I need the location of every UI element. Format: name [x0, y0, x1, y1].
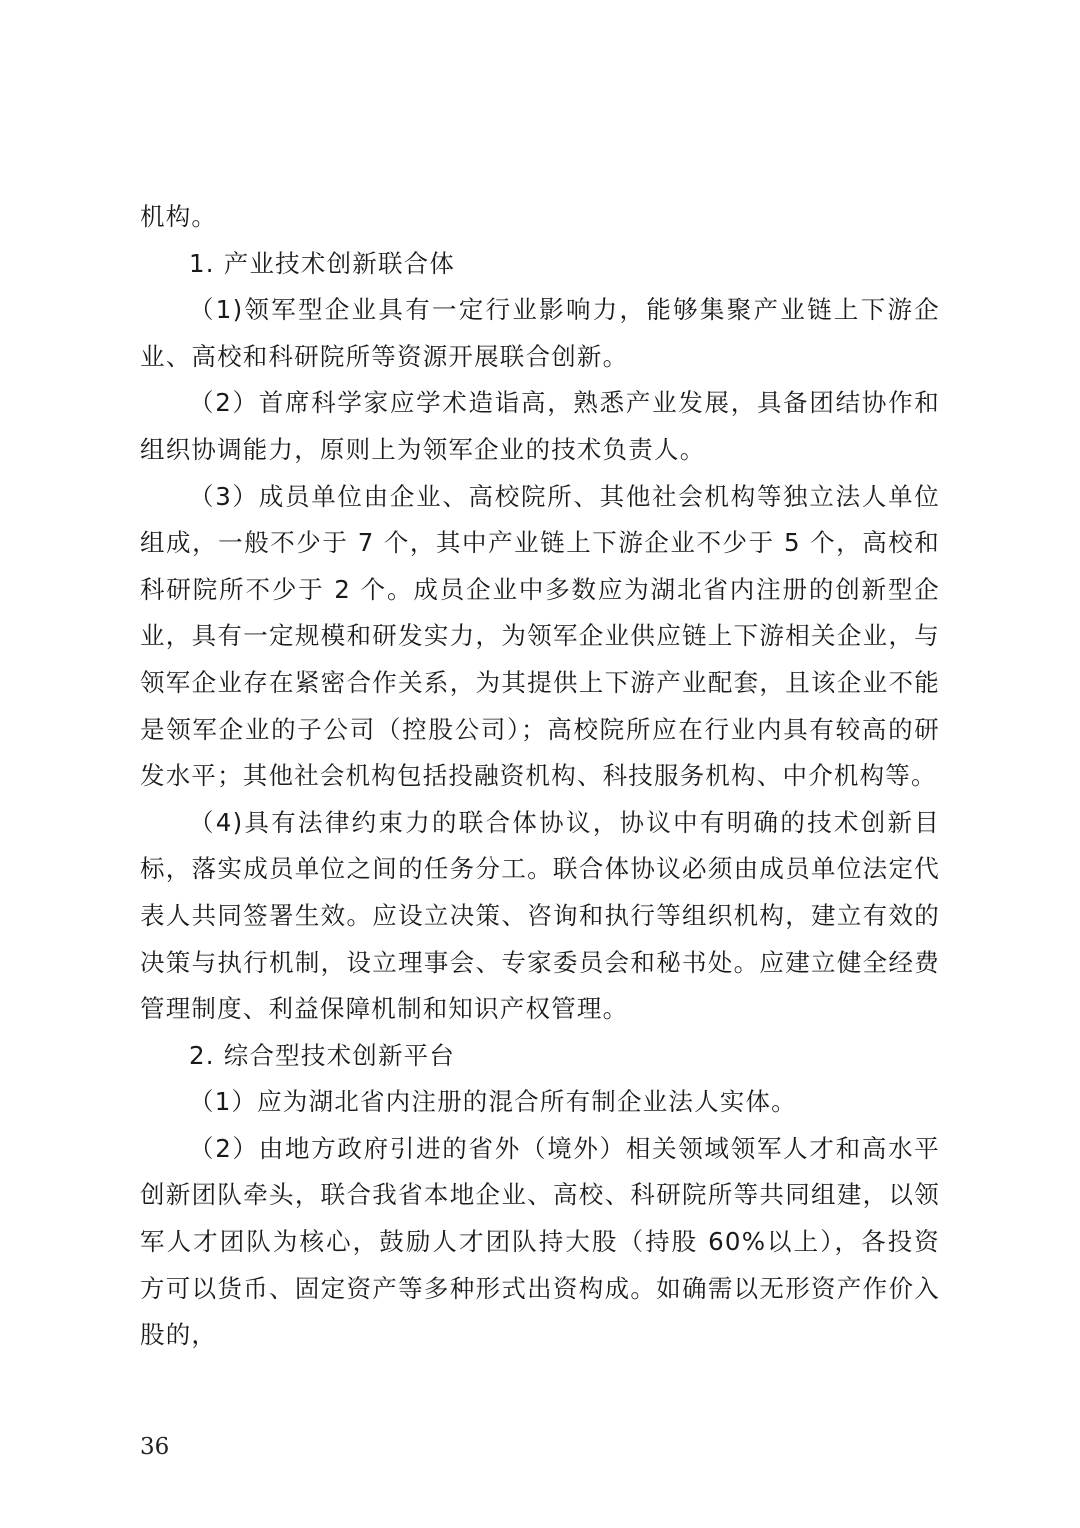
paragraph-item-2-2: （2）由地方政府引进的省外（境外）相关领域领军人才和高水平创新团队牵头，联合我省本地企业、高校、科研院所等共同组建，以领军人才团队为核心，鼓励人才团队持大股（持股 60%以上），各投资方可以货币、固定资产等多种形式出资构成。如确需以无形资产作价入股的，: [140, 1133, 940, 1350]
paragraph-item-1-2: （2）首席科学家应学术造诣高，熟悉产业发展，具备团结协作和组织协调能力，原则上为领军企业的技术负责人。: [140, 388, 940, 464]
paragraph-continuation: 机构。: [140, 202, 218, 231]
heading-comprehensive-innovation-platform: 2. 综合型技术创新平台: [189, 1040, 456, 1070]
page-number: 36: [140, 1434, 170, 1460]
paragraph-item-1-4: （4)具有法律约束力的联合体协议，协议中有明确的技术创新目标，落实成员单位之间的任务分工。联合体协议必须由成员单位法定代表人共同签署生效。应设立决策、咨询和执行等组织机构，建立有效的决策与执行机制，设立理事会、专家委员会和秘书处。应建立健全经费管理制度、利益保障机制和知识产权管理。: [140, 807, 940, 1024]
paragraph-item-1-3: （3）成员单位由企业、高校院所、其他社会机构等独立法人单位组成，一般不少于 7 个，其中产业链上下游企业不少于 5 个，高校和科研院所不少于 2 个。成员企业中多数应为湖北省内注册的创新型企业，具有一定规模和研发实力，为领军企业供应链上下游相关企业，与领军企业存在紧密合作关系，为其提供上下游产业配套，且该企业不能是领军企业的子公司（控股公司）；高校院所应在行业内具有较高的研发水平；其他社会机构包括投融资机构、科技服务机构、中介机构等。: [140, 481, 940, 791]
heading-industry-innovation-consortium: 1. 产业技术创新联合体: [189, 248, 456, 278]
document-body: [140, 194, 940, 1359]
paragraph-item-2-1: （1）应为湖北省内注册的混合所有制企业法人实体。: [189, 1087, 797, 1117]
paragraph-item-1-1: （1)领军型企业具有一定行业影响力，能够集聚产业链上下游企业、高校和科研院所等资源开展联合创新。: [140, 295, 940, 371]
